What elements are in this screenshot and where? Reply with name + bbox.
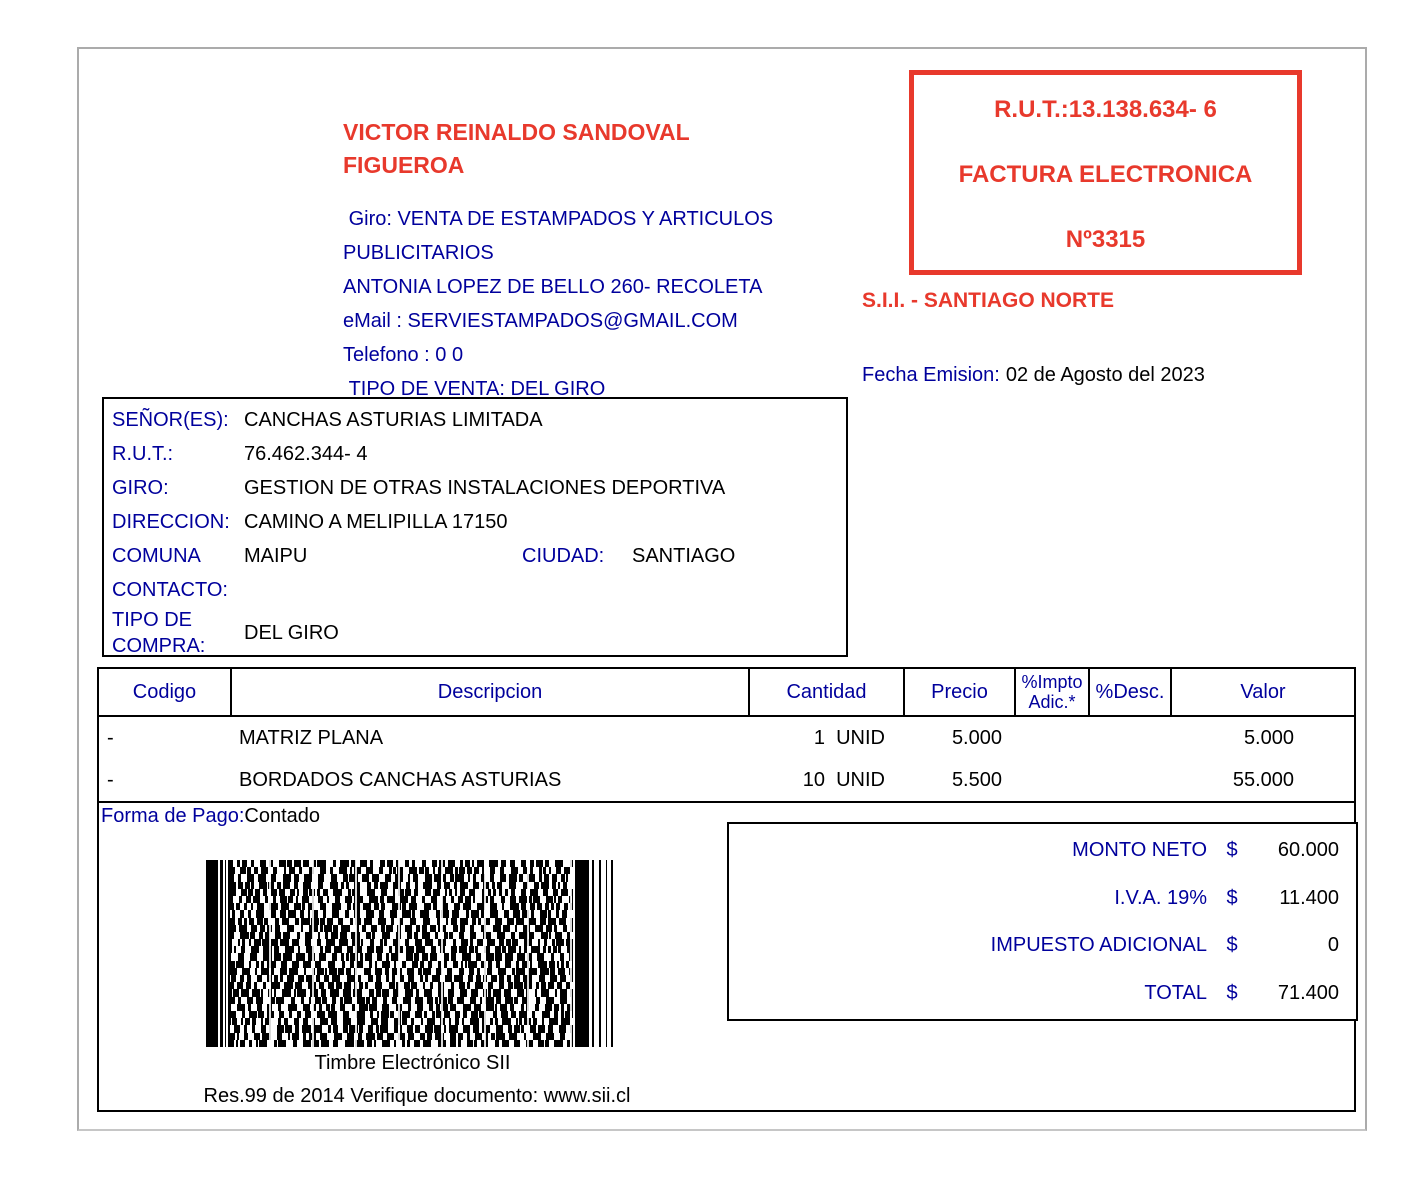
contacto-label: CONTACTO: — [112, 579, 228, 601]
seller-rut: R.U.T.:13.138.634- 6 — [994, 96, 1217, 123]
seller-phone: Telefono : 0 0 — [343, 344, 464, 366]
items-table-header — [99, 669, 1354, 717]
emission-date — [862, 364, 1205, 387]
total-value: 60.000 — [1277, 839, 1339, 861]
total-row-neto — [729, 839, 1356, 862]
item-impto — [1014, 759, 1088, 801]
total-label: TOTAL — [1144, 981, 1207, 1004]
emission-date-value: 02 de Agosto del 2023 — [1005, 364, 1205, 386]
ciudad-label: CIUDAD: — [522, 545, 605, 567]
item-cantidad: 1 UNID — [813, 726, 885, 749]
payment-method — [101, 805, 320, 828]
ciudad-value: SANTIAGO — [632, 545, 736, 567]
barcode-column-separators — [228, 860, 573, 1047]
seller-giro: Giro: VENTA DE ESTAMPADOS Y ARTICULOS PUBLICITARIOS — [343, 208, 779, 264]
header-descripcion: Descripcion — [230, 669, 748, 715]
payment-label: Forma de Pago: — [101, 805, 245, 827]
client-value: CANCHAS ASTURIAS LIMITADA — [244, 409, 543, 431]
stamp-resolution: Res.99 de 2014 Verifique documento: www.sii.cl — [203, 1085, 631, 1107]
total-value: 71.400 — [1277, 981, 1339, 1004]
total-value: 0 — [1327, 934, 1339, 957]
client-value: 76.462.344- 4 — [244, 443, 368, 465]
comuna-label: COMUNA — [112, 545, 201, 567]
item-codigo: - — [107, 768, 114, 791]
total-label: I.V.A. 19% — [1114, 886, 1207, 909]
client-value: CAMINO A MELIPILLA 17150 — [244, 511, 508, 533]
table-row — [99, 759, 1354, 801]
section-divider — [99, 801, 1354, 803]
client-row-giro — [112, 471, 846, 505]
currency-sign: $ — [1226, 981, 1238, 1004]
item-desc — [1088, 759, 1170, 801]
header-precio: Precio — [903, 669, 1014, 715]
header-codigo: Codigo — [132, 680, 197, 703]
client-row-senores — [112, 403, 846, 437]
client-box — [102, 397, 848, 657]
seller-name: VICTOR REINALDO SANDOVAL FIGUEROA — [343, 119, 690, 178]
seller-info-lines — [343, 202, 848, 406]
item-precio: 5.000 — [951, 726, 1002, 749]
header-impto-adic: %Impto Adic.* — [1014, 669, 1088, 715]
client-value: GESTION DE OTRAS INSTALACIONES DEPORTIVA — [244, 477, 726, 499]
total-row-total — [729, 982, 1356, 1005]
total-label: IMPUESTO ADICIONAL — [990, 934, 1207, 957]
item-codigo: - — [107, 726, 114, 749]
payment-value: Contado — [244, 805, 321, 827]
client-row-rut — [112, 437, 846, 471]
total-label: MONTO NETO — [1072, 839, 1207, 861]
tipo-compra-label: TIPO DE COMPRA: — [112, 609, 206, 657]
client-row-contacto — [112, 573, 846, 607]
total-row-iva — [729, 887, 1356, 910]
document-type: FACTURA ELECTRONICA — [958, 161, 1253, 188]
item-cantidad: 10 UNID — [802, 768, 885, 791]
seller-sale-type: TIPO DE VENTA: DEL GIRO — [343, 378, 606, 400]
currency-sign: $ — [1226, 934, 1238, 957]
currency-sign: $ — [1226, 886, 1238, 909]
item-valor: 55.000 — [1232, 768, 1294, 791]
seller-address: ANTONIA LOPEZ DE BELLO 260- RECOLETA — [343, 276, 763, 298]
client-label: R.U.T.: — [112, 443, 174, 465]
tipo-compra-value: DEL GIRO — [244, 622, 339, 644]
sii-office: S.I.I. - SANTIAGO NORTE — [862, 289, 1115, 312]
client-row-tipo-compra — [112, 607, 846, 659]
header-valor: Valor — [1170, 669, 1354, 715]
client-row-direccion — [112, 505, 846, 539]
electronic-stamp-barcode — [206, 860, 619, 1047]
totals-box — [727, 822, 1358, 1021]
item-valor: 5.000 — [1243, 726, 1294, 749]
item-descripcion: MATRIZ PLANA — [239, 726, 384, 749]
seller-header — [343, 116, 848, 406]
client-row-comuna-ciudad — [112, 539, 846, 573]
client-label: SEÑOR(ES): — [112, 409, 229, 431]
seller-email: eMail : SERVIESTAMPADOS@GMAIL.COM — [343, 310, 738, 332]
emission-date-label: Fecha Emision: — [862, 364, 1000, 386]
rut-document-box — [909, 70, 1302, 275]
stamp-caption: Timbre Electrónico SII — [314, 1052, 511, 1074]
item-impto — [1014, 717, 1088, 759]
document-number: Nº3315 — [1065, 226, 1146, 253]
header-cantidad: Cantidad — [748, 669, 903, 715]
item-precio: 5.500 — [951, 768, 1002, 791]
item-desc — [1088, 717, 1170, 759]
total-value: 11.400 — [1279, 886, 1339, 909]
table-row — [99, 717, 1354, 759]
client-label: GIRO: — [112, 477, 169, 499]
item-descripcion: BORDADOS CANCHAS ASTURIAS — [239, 768, 562, 791]
client-label: DIRECCION: — [112, 511, 230, 533]
comuna-value: MAIPU — [244, 545, 308, 567]
currency-sign: $ — [1226, 839, 1238, 861]
total-row-impuesto-adicional — [729, 934, 1356, 957]
page-frame — [77, 47, 1367, 1131]
header-desc: %Desc. — [1088, 669, 1170, 715]
